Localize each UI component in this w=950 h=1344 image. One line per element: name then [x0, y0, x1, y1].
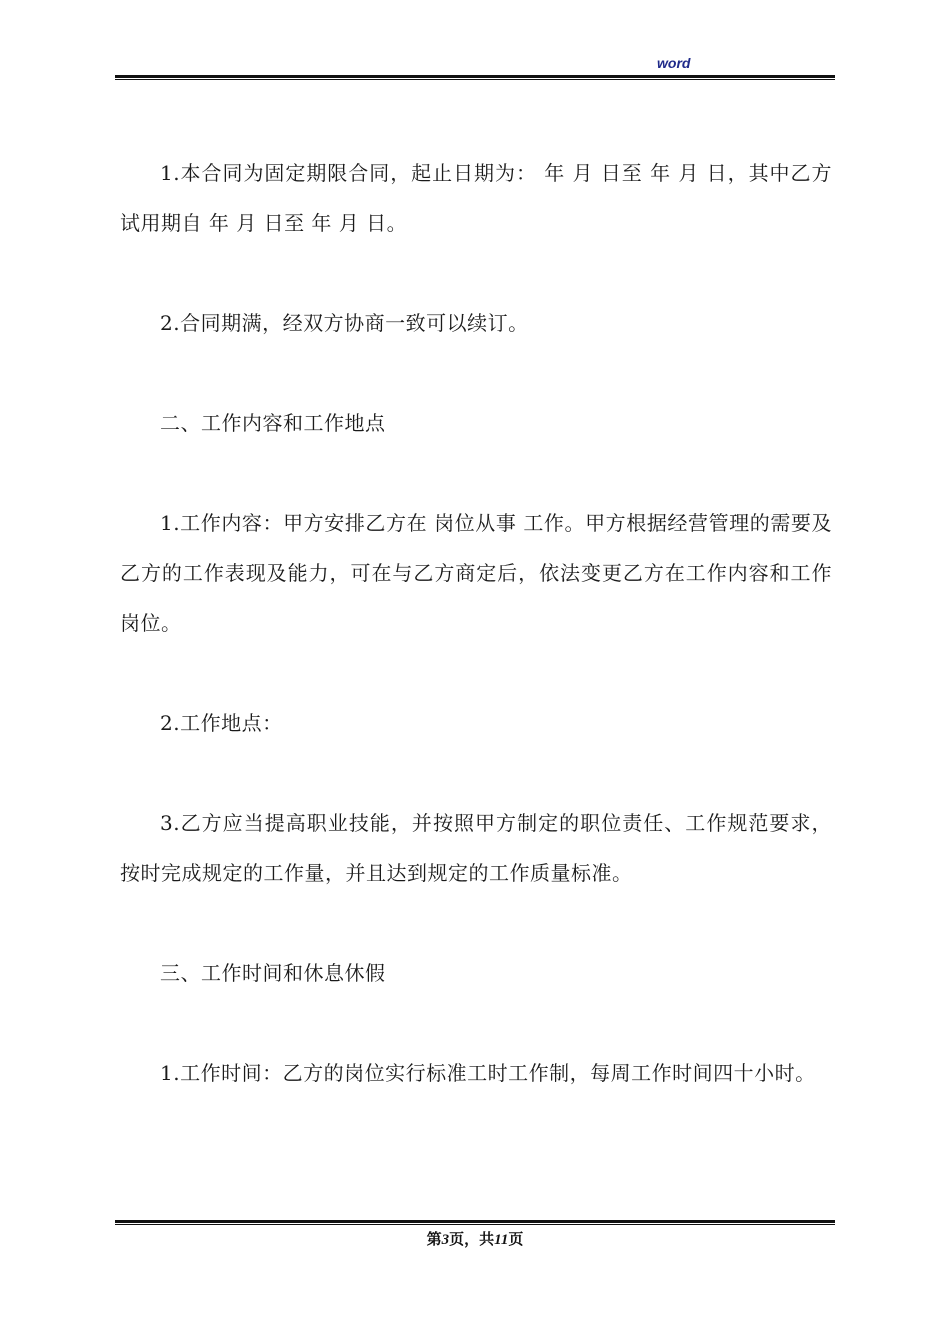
paragraph-work-location: 2.工作地点： — [160, 711, 283, 735]
document-body — [120, 148, 832, 1148]
header-label: word — [657, 55, 691, 71]
section-heading-work-hours: 三、工作时间和休息休假 — [160, 961, 386, 985]
header-divider — [115, 75, 835, 80]
paragraph-work-standards: 3.乙方应当提高职业技能，并按照甲方制定的职位责任、工作规范要求，按时完成规定的工作量，并且达到规定的工作质量标准。 — [120, 811, 832, 885]
page-middle: 页，共 — [449, 1230, 495, 1248]
paragraph-renewal: 2.合同期满，经双方协商一致可以续订。 — [160, 311, 529, 335]
page-number — [0, 1228, 950, 1249]
page-prefix: 第 — [426, 1230, 442, 1248]
current-page-number: 3 — [441, 1232, 450, 1248]
total-page-number: 11 — [494, 1232, 509, 1248]
page-suffix: 页 — [508, 1230, 524, 1248]
footer-divider — [115, 1220, 835, 1225]
section-heading-work-content: 二、工作内容和工作地点 — [160, 411, 386, 435]
paragraph-work-hours: 1.工作时间：乙方的岗位实行标准工时工作制，每周工作时间四十小时。 — [160, 1061, 816, 1085]
paragraph-work-content: 1.工作内容：甲方安排乙方在 岗位从事 工作。甲方根据经营管理的需要及乙方的工作表现及能力，可在与乙方商定后，依法变更乙方在工作内容和工作岗位。 — [120, 511, 832, 635]
paragraph-contract-term: 1.本合同为固定期限合同，起止日期为： 年 月 日至 年 月 日，其中乙方试用期自 年 月 日至 年 月 日。 — [120, 161, 832, 235]
